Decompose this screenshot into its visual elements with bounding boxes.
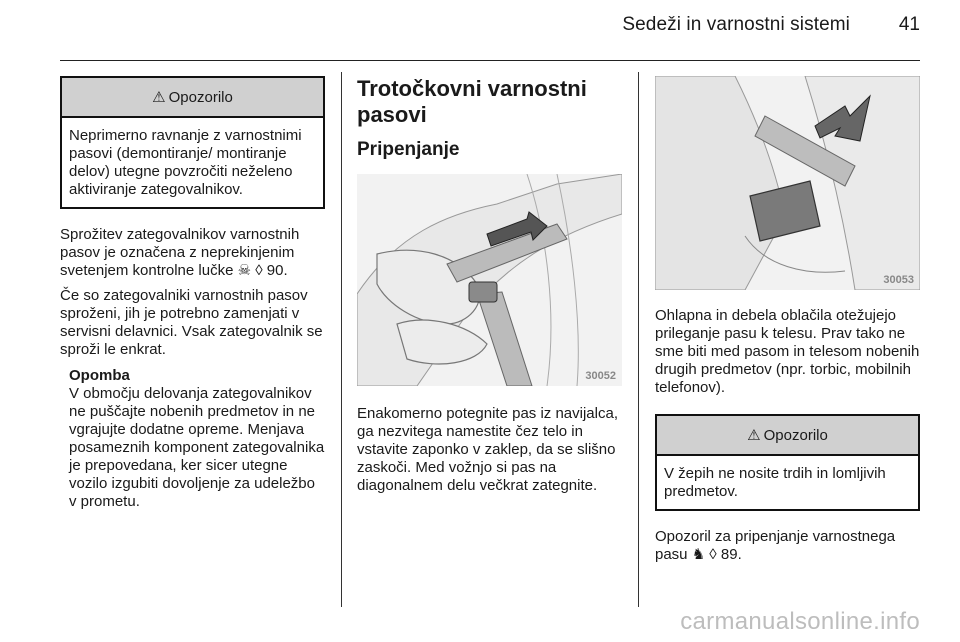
paragraph-clothing: Ohlapna in debela oblačila otežujejo prileganje pasu k telesu. Prav tako ne sme biti med pasom in telesom nobenih drugih predmetov (npr. torbic, mobilnih telefonov). — [655, 307, 920, 396]
note-title: Opomba — [69, 367, 130, 384]
column-left — [60, 76, 325, 511]
column-divider-1 — [341, 72, 342, 607]
column-divider-2 — [638, 72, 639, 607]
warning-title: Opozorilo — [168, 88, 233, 106]
note-body: V območju delovanja zategovalnikov ne puščajte nobenih predmetov in ne vgrajujte dodatne opreme. Menjava posameznih komponent zategovalnika je prepovedana, ker sicer utegne vozilo izgubiti dovoljenje za udeležbo v prometu. — [69, 385, 325, 510]
warning-title: Opozorilo — [763, 426, 828, 444]
figure-number: 30052 — [585, 370, 616, 382]
warning-header — [657, 416, 918, 456]
warning-box — [60, 76, 325, 209]
note-block — [60, 367, 325, 511]
warning-body: Neprimerno ravnanje z varnostnimi pasovi (demontiranje/ montiranje delov) utegne povzročiti neželeno aktiviranje zategovalnikov. — [69, 127, 302, 198]
column-middle — [357, 76, 622, 495]
header-rule — [60, 60, 920, 61]
warning-triangle-icon: ⚠ — [747, 427, 761, 444]
page-header-title: Sedeži in varnostni sistemi — [622, 14, 850, 35]
figure-number: 30053 — [883, 274, 914, 286]
watermark: carmanualsonline.info — [680, 608, 920, 635]
paragraph-pretensioner-indicator: Sprožitev zategovalnikov varnostnih pasov je označena z neprekinjenim svetenjem kontrolne lučke ☠ ◊ 90. — [60, 226, 300, 279]
column-right — [655, 76, 920, 564]
belt-fastening-drawing — [357, 174, 622, 386]
warning-triangle-icon: ⚠ — [152, 89, 166, 106]
paragraph-fastening: Enakomerno potegnite pas iz navijalca, ga nezvitega namestite čez telo in vstavite zaponko v zaklep, da se slišno zaskoči. Med vožnjo si pas na diagonalnem delu večkrat zategnite. — [357, 405, 618, 494]
section-subheading: Pripenjanje — [357, 139, 460, 160]
warning-box — [655, 414, 920, 511]
illustration-buckle — [655, 76, 920, 290]
warning-body: V žepih ne nosite trdih in lomljivih predmetov. — [664, 465, 886, 500]
section-heading: Trotočkovni varnostni pasovi — [357, 76, 587, 127]
illustration-belt-fastening — [357, 174, 622, 386]
page-number: 41 — [898, 14, 920, 35]
warning-header — [62, 78, 323, 118]
paragraph-pretensioner-replace: Če so zategovalniki varnostnih pasov sproženi, jih je potrebno zamenjati v servisni delavnici. Vsak zategovalnik se sproži le enkrat. — [60, 287, 323, 358]
buckle-drawing — [655, 76, 920, 290]
paragraph-belt-reminder: Opozoril za pripenjanje varnostnega pasu ♞ ◊ 89. — [655, 528, 896, 563]
